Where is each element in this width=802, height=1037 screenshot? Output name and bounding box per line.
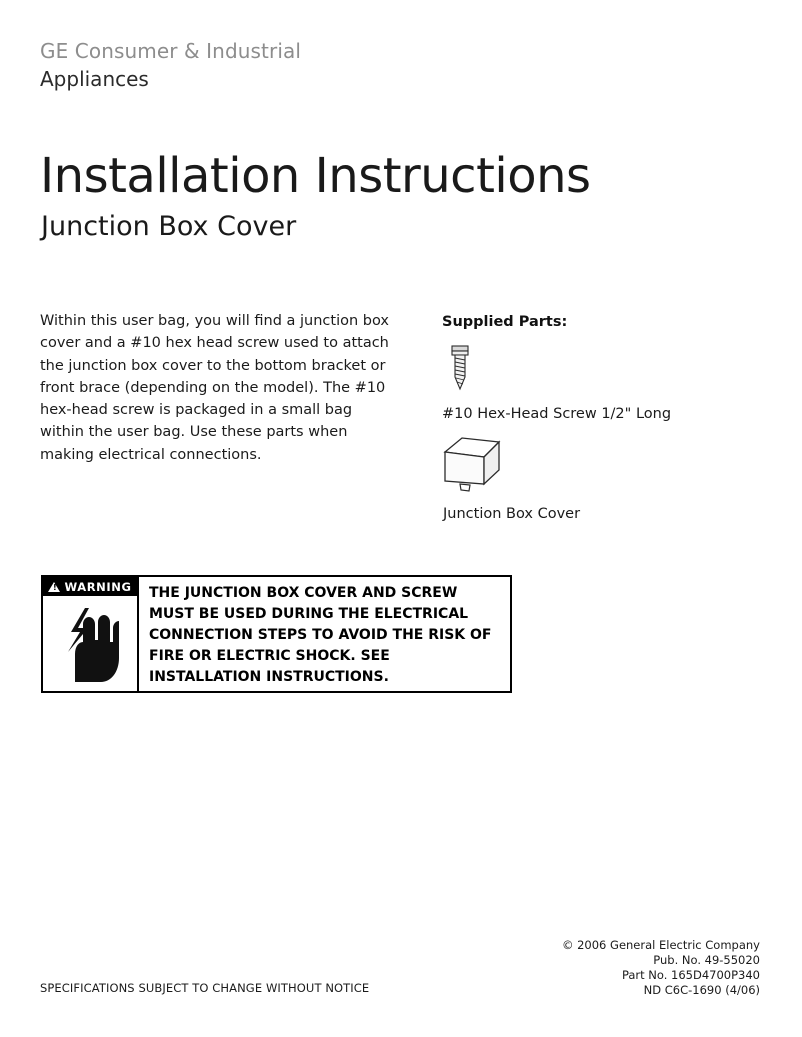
junction-box-cover-caption: Junction Box Cover: [443, 506, 581, 522]
brand-division: Appliances: [40, 67, 149, 91]
warning-text: THE JUNCTION BOX COVER AND SCREW MUST BE USED DURING THE ELECTRICAL CONNECTION STEPS TO AVOID THE RISK OF FIRE OR ELECTRIC SHOCK. SEE INSTALLATION INSTRUCTIONS.: [149, 585, 492, 685]
junction-box-cover-icon: [442, 432, 506, 498]
warning-banner: [43, 577, 137, 596]
page-subtitle: Junction Box Cover: [41, 211, 297, 242]
electric-shock-hand-icon: [43, 596, 137, 691]
screw-caption: #10 Hex-Head Screw 1/2" Long: [442, 406, 672, 422]
brand-name: GE Consumer & Industrial: [40, 39, 301, 63]
footer-publication-info: [562, 938, 760, 998]
supplied-parts-heading: Supplied Parts:: [442, 314, 568, 330]
masthead: [40, 38, 301, 92]
page-title: Installation Instructions: [40, 148, 591, 204]
footer-pub-no: Pub. No. 49-55020: [653, 953, 760, 967]
footer-nd-code: ND C6C-1690 (4/06): [643, 983, 760, 997]
footer-part-no: Part No. 165D4700P340: [621, 968, 760, 982]
warning-box: [41, 575, 512, 693]
supplied-parts-section: [442, 312, 772, 522]
footer-copyright: © 2006 General Electric Company: [561, 938, 760, 952]
alert-triangle-icon: [48, 582, 60, 592]
warning-banner-label: WARNING: [64, 579, 132, 594]
intro-paragraph: Within this user bag, you will find a junction box cover and a #10 hex head screw used to attach the junction box cover to the bottom bracket or front brace (depending on the model). The #10 hex-head screw is packaged in a small bag within the user bag. Use these parts when making electrical connections.: [40, 313, 389, 463]
warning-symbol-column: [43, 577, 139, 691]
screw-icon: [444, 344, 772, 400]
footer-disclaimer: SPECIFICATIONS SUBJECT TO CHANGE WITHOUT NOTICE: [40, 981, 370, 995]
